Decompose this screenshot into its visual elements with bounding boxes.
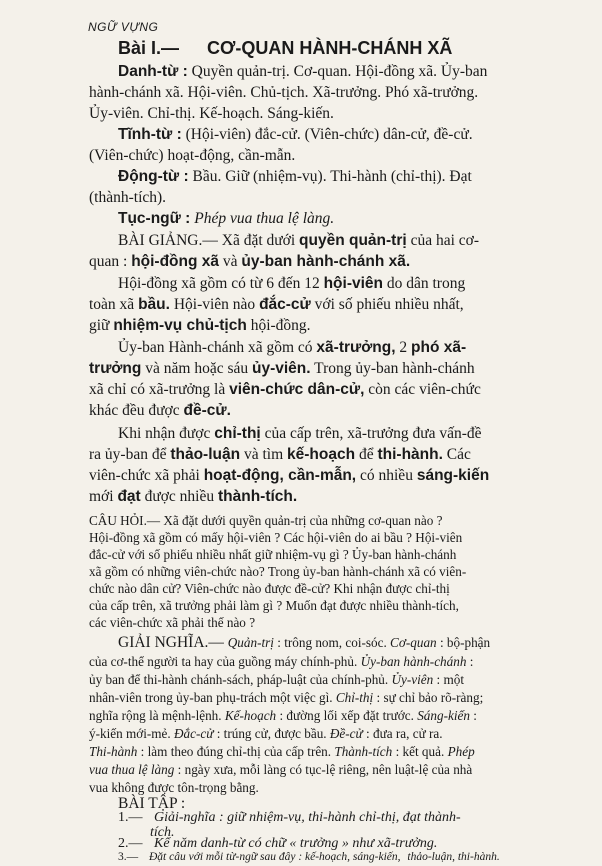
- tinh-tu-line-2: (Viên-chức) hoạt-động, cần-mẫn.: [89, 147, 296, 164]
- italic-term: Ủy-ban hành-chánh: [360, 654, 467, 669]
- text-run: nhân-viên trong ủy-ban phụ-trách một việc gì.: [89, 690, 336, 705]
- bold-term: bầu.: [138, 296, 170, 313]
- exercise-text: Giải-nghĩa : giữ nhiệm-vụ, thi-hành chỉ-thị, đạt thành-: [154, 810, 461, 825]
- exercise-number: 2.—: [118, 836, 143, 851]
- text-run: : ngày xưa, mỗi làng có tục-lệ riêng, nên luật-lệ của nhà: [174, 762, 473, 777]
- bold-term: kế-hoạch: [287, 446, 356, 463]
- bai-giang-p2-line-1: [118, 274, 465, 294]
- exercise-number: 1.—: [118, 810, 143, 825]
- cau-hoi-line: chức nào dân cử? Viên-chức nào được đề-cử? Khi nhận được chỉ-thị: [89, 581, 450, 596]
- bold-term: thảo-luận: [170, 446, 241, 463]
- text-run: và: [219, 253, 242, 270]
- italic-term: Kế-hoạch: [224, 708, 277, 723]
- text-run: của cơ-thể người ta hay của guồng máy chính-phủ.: [89, 654, 361, 669]
- exercise-1: [118, 810, 461, 826]
- danh-tu-line-1: [118, 62, 487, 82]
- text-run: mới: [89, 488, 118, 505]
- text-run: : trúng cử, được bầu.: [213, 726, 330, 741]
- dong-tu-label: Động-từ :: [118, 168, 189, 185]
- text-run: ra ủy-ban để: [89, 446, 171, 463]
- bold-term: xã-trưởng,: [316, 339, 396, 356]
- lesson-number: Bài I.—: [118, 38, 180, 58]
- danh-tu-label: Danh-từ :: [118, 63, 188, 80]
- bold-term: quyền quản-trị: [299, 232, 407, 249]
- bai-giang-p4-line-2: [89, 445, 471, 465]
- bold-term: trưởng: [89, 360, 142, 377]
- bold-term: chỉ-thị: [214, 425, 261, 442]
- cau-hoi-line: các viên-chức xã phải thế nào ?: [89, 615, 256, 630]
- tinh-tu-line-1: [118, 125, 473, 145]
- dong-tu-line-1: [118, 167, 472, 187]
- bai-giang-p2-line-3: [89, 316, 311, 336]
- bai-giang-p4-line-1: [118, 424, 482, 444]
- italic-term: Ủy-viên: [391, 672, 434, 687]
- text-run: Ủy-ban Hành-chánh xã gồm có: [118, 339, 317, 356]
- exercise-text-cont: thảo-luận, thi-hành.: [407, 851, 500, 863]
- italic-term: Phép: [447, 744, 475, 759]
- cau-hoi-line: xã gồm có những viên-chức nào? Trong ủy-ban hành-chánh xã có viên-: [89, 564, 467, 579]
- bai-tap-label: BÀI TẬP :: [118, 795, 186, 812]
- text-run: viên-chức xã phải: [89, 467, 204, 484]
- text-run: Các: [442, 446, 471, 463]
- tuc-ngu-line: [118, 209, 334, 229]
- italic-term: Đắc-cử: [173, 726, 214, 741]
- text-run: :: [466, 654, 474, 669]
- text-run: : làm theo đúng chỉ-thị của cấp trên.: [137, 744, 335, 759]
- tuc-ngu-label: Tục-ngữ :: [118, 210, 191, 227]
- bold-term: hội-viên: [323, 275, 383, 292]
- italic-term: Thi-hành: [89, 744, 138, 759]
- text-run: toàn xã: [89, 296, 139, 313]
- bold-term: nhiệm-vụ chủ-tịch: [113, 317, 247, 334]
- bai-giang-p3-line-3: [89, 380, 481, 400]
- text-run: còn các viên-chức: [364, 381, 481, 398]
- bold-term: thành-tích.: [217, 488, 298, 505]
- text-run: của cấp trên, xã-trưởng đưa vấn-đề: [260, 425, 482, 442]
- danh-tu-line-3: Ủy-viên. Chỉ-thị. Kế-hoạch. Sáng-kiến.: [89, 105, 334, 122]
- dong-tu-text: Bầu. Giữ (nhiệm-vụ). Thi-hành (chỉ-thị). Đạt: [192, 168, 472, 185]
- lesson-heading: CƠ-QUAN HÀNH-CHÁNH XÃ: [207, 38, 453, 58]
- text-run: và năm hoặc sáu: [141, 360, 252, 377]
- italic-term: Quản-trị: [227, 635, 274, 650]
- exercise-2: [118, 837, 437, 851]
- bai-giang-p4-line-3: [89, 466, 489, 486]
- cau-hoi-line: CÂU HỎI.— Xã đặt dưới quyền quản-trị của những cơ-quan nào ?: [89, 513, 443, 528]
- bold-term: phó xã-: [411, 339, 467, 356]
- cau-hoi-line: đắc-cử với số phiếu nhiều nhất giữ nhiệm-vụ gì ? Ủy-ban hành-chánh: [89, 547, 457, 562]
- tinh-tu-text: (Hội-viên) đắc-cử. (Viên-chức) dân-cử, đề-cử.: [185, 126, 473, 143]
- bold-term: ủy-ban hành-chánh xã.: [241, 253, 411, 270]
- cau-hoi-line: Hội-đồng xã gồm có mấy hội-viên ? Các hội-viên do ai bầu ? Hội-viên: [89, 530, 463, 545]
- text-run: : kết quả.: [392, 744, 448, 759]
- text-run: nghĩa rộng là mệnh-lệnh.: [89, 708, 225, 723]
- text-run: quan :: [89, 253, 132, 270]
- text-run: :: [469, 708, 477, 723]
- exercise-text: Đặt câu với mỗi từ-ngữ sau đây : kế-hoạch, sáng-kiến,: [149, 851, 401, 863]
- bai-giang-p3-line-2: [89, 359, 475, 379]
- exercise-3: [118, 850, 500, 864]
- section-header: NGỮ VỰNG: [88, 20, 159, 34]
- text-run: có nhiều: [356, 467, 417, 484]
- italic-term: Thành-tích: [334, 744, 393, 759]
- giai-nghia-line-2: [89, 653, 473, 670]
- text-run: : sự chỉ bảo rõ-ràng;: [373, 690, 484, 705]
- text-run: khác đều được: [89, 402, 184, 419]
- exercise-text: Kể năm danh-từ có chữ « trưởng » như xã-trưởng.: [154, 836, 438, 851]
- text-run: : đưa ra, cử ra.: [362, 726, 443, 741]
- danh-tu-line-2: hành-chánh xã. Hội-viên. Chủ-tịch. Xã-trưởng. Phó xã-trưởng.: [89, 84, 479, 101]
- bai-giang-p3-line-4: [89, 401, 231, 421]
- text-run: xã chỉ có xã-trưởng là: [89, 381, 230, 398]
- text-run: được nhiều: [140, 488, 218, 505]
- giai-nghia-heading: GIẢI NGHĨA.—: [118, 634, 228, 651]
- text-run: và tìm: [240, 446, 288, 463]
- text-run: của hai cơ-: [406, 232, 479, 249]
- bai-giang-p4-line-4: [89, 487, 297, 507]
- bold-term: viên-chức dân-cử,: [229, 381, 365, 398]
- bold-term: đắc-cử: [259, 296, 311, 313]
- text-run: : trông nom, coi-sóc.: [273, 635, 391, 650]
- italic-term: Cơ-quan: [390, 635, 437, 650]
- giai-nghia-line-4: [89, 689, 483, 706]
- bai-giang-p2-line-2: [89, 295, 464, 315]
- text-run: : một: [433, 672, 464, 687]
- bai-giang-p3-line-1: [118, 338, 466, 358]
- text-run: Hội-viên nào: [169, 296, 260, 313]
- bold-term: hoạt-động, cần-mẫn,: [203, 467, 357, 484]
- text-run: hội-đồng.: [246, 317, 311, 334]
- italic-term: Đề-cử: [329, 726, 363, 741]
- cau-hoi-line: của cấp trên, xã trưởng phải làm gì ? Muốn đạt được nhiều thành-tích,: [89, 598, 459, 613]
- text-run: ý-kiến mới-mẻ.: [89, 726, 174, 741]
- bold-term: hội-đồng xã: [131, 253, 220, 270]
- giai-nghia-line-5: [89, 707, 477, 724]
- text-run: Hội-đồng xã gồm có từ 6 đến 12: [118, 275, 324, 292]
- bai-giang-p1-line-2: [89, 252, 410, 272]
- giai-nghia-line-3: [89, 671, 464, 688]
- text-run: Khi nhận được: [118, 425, 215, 442]
- tinh-tu-label: Tĩnh-từ :: [118, 126, 182, 143]
- text-run: : bộ-phận: [436, 635, 491, 650]
- text-run: để: [355, 446, 378, 463]
- lesson-title: [118, 38, 452, 59]
- text-run: Trong ủy-ban hành-chánh: [310, 360, 475, 377]
- bold-term: đạt: [117, 488, 141, 505]
- giai-nghia-line-9: vua không được tôn-trọng bằng.: [89, 780, 259, 795]
- dong-tu-line-2: (thành-tích).: [89, 189, 167, 206]
- giai-nghia-line-7: [89, 743, 475, 760]
- text-run: do dân trong: [383, 275, 466, 292]
- italic-term: vua thua lệ làng: [89, 762, 175, 777]
- bold-term: đề-cử.: [183, 402, 231, 419]
- text-run: ủy ban để thi-hành chánh-sách, pháp-luật của chính-phủ.: [89, 672, 392, 687]
- exercise-1-cont: tích.: [150, 825, 175, 840]
- tuc-ngu-text: Phép vua thua lệ làng.: [194, 210, 335, 227]
- italic-term: Chỉ-thị: [335, 690, 374, 705]
- bold-term: thi-hành.: [377, 446, 443, 463]
- text-run: : đường lối xếp đặt trước.: [276, 708, 418, 723]
- text-run: giữ: [89, 317, 114, 334]
- text-run: với số phiếu nhiều nhất,: [310, 296, 464, 313]
- danh-tu-text: Quyền quản-trị. Cơ-quan. Hội-đồng xã. Ủy-ban: [191, 63, 488, 80]
- italic-term: Sáng-kiến: [417, 708, 470, 723]
- bold-term: ủy-viên.: [252, 360, 311, 377]
- giai-nghia-line-1: [118, 634, 490, 651]
- bold-term: sáng-kiến: [416, 467, 490, 484]
- text-run: BÀI GIẢNG.— Xã đặt dưới: [118, 232, 300, 249]
- text-run: 2: [395, 339, 412, 356]
- bai-giang-p1-line-1: [118, 231, 479, 251]
- giai-nghia-line-6: [89, 725, 443, 742]
- giai-nghia-line-8: [89, 761, 472, 778]
- exercise-number: 3.—: [118, 851, 139, 863]
